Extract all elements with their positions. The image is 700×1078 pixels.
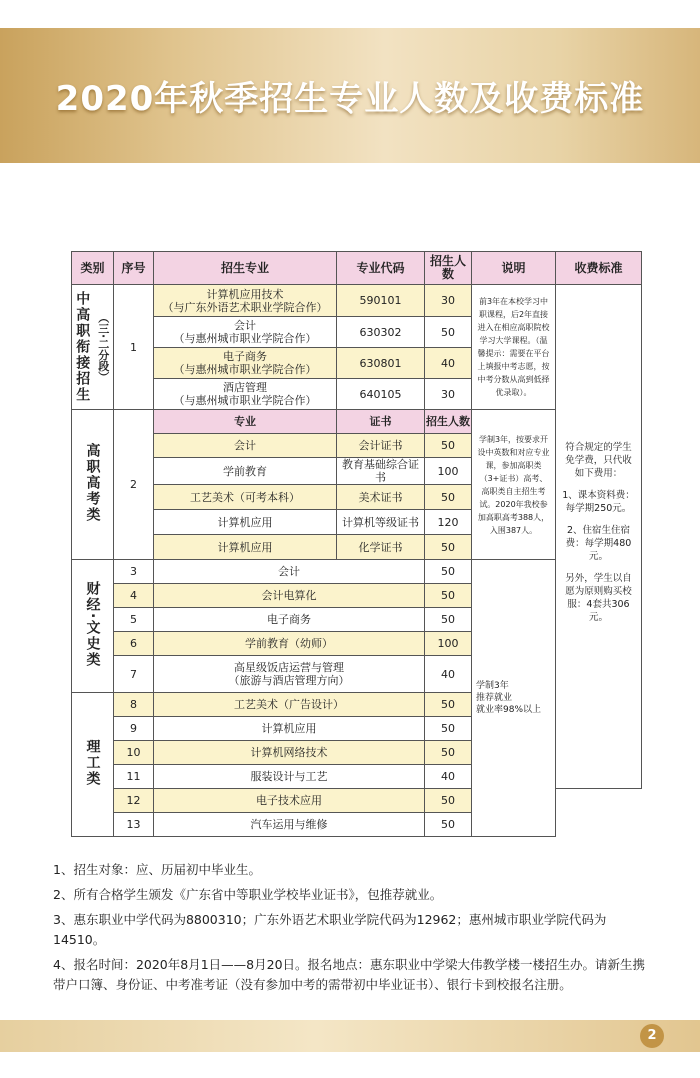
- description-cell: 学制3年，按要求开设中英数和对应专业课，参加高职类（3+证书）高考、高职类自主招生考试。2020年我校参加高职高考388人，入围387人。: [472, 410, 556, 560]
- major-cell: 学前教育（幼师）: [154, 632, 425, 656]
- major-cell: 会计 （与惠州城市职业学院合作）: [154, 317, 337, 348]
- major-cell: 电子技术应用: [154, 789, 425, 813]
- header-count: 招生人数: [425, 252, 472, 285]
- seq-cell: 13: [114, 813, 154, 837]
- major-cell: 高星级饭店运营与管理 （旅游与酒店管理方向）: [154, 656, 425, 693]
- description-cell: 前3年在本校学习中职课程，后2年直接进入在相应高职院校学习大学课程。（温馨提示：需要在平台上填报中考志愿，按中考分数从高到低择优录取）。: [472, 285, 556, 410]
- table-row: [72, 813, 642, 837]
- subheader-count: 招生人数: [425, 410, 472, 434]
- count-cell: 50: [425, 535, 472, 560]
- major-cell: 会计: [154, 560, 425, 584]
- note-item: 3、惠东职业中学代码为8800310；广东外语艺术职业学院代码为12962；惠州城市职业学院代码为14510。: [53, 912, 607, 947]
- subheader-major: 专业: [154, 410, 337, 434]
- header-category: 类别: [72, 252, 114, 285]
- seq-cell: 12: [114, 789, 154, 813]
- table-row: [72, 789, 642, 813]
- category-cell: [72, 560, 114, 693]
- category-label: 理工类: [84, 739, 101, 787]
- count-cell: 30: [425, 379, 472, 410]
- category-sublabel: （三·二分段）: [96, 311, 110, 383]
- header-major: 招生专业: [154, 252, 337, 285]
- enrollment-notes: [53, 860, 653, 1000]
- code-cell: 630302: [337, 317, 425, 348]
- seq-cell: 7: [114, 656, 154, 693]
- seq-cell: 9: [114, 717, 154, 741]
- seq-cell: 6: [114, 632, 154, 656]
- major-cell: 工艺美术（广告设计）: [154, 693, 425, 717]
- category-label: 高职高考类: [84, 443, 101, 523]
- seq-cell: 11: [114, 765, 154, 789]
- count-cell: 50: [425, 434, 472, 458]
- seq-cell: 1: [114, 285, 154, 410]
- count-cell: 40: [425, 765, 472, 789]
- count-cell: 40: [425, 656, 472, 693]
- header-seq: 序号: [114, 252, 154, 285]
- enrollment-fee-table: [71, 251, 642, 837]
- major-cell: 计算机网络技术: [154, 741, 425, 765]
- code-cell: 590101: [337, 285, 425, 317]
- subheader-cert: 证书: [337, 410, 425, 434]
- major-cell: 汽车运用与维修: [154, 813, 425, 837]
- category-cell: [72, 410, 114, 560]
- table-row: [72, 285, 642, 317]
- page-title: 2020年秋季招生专业人数及收费标准: [55, 79, 645, 119]
- description-cell: 学制3年 推荐就业 就业率98%以上: [472, 560, 556, 837]
- major-cell: 计算机应用: [154, 510, 337, 535]
- count-cell: 40: [425, 348, 472, 379]
- title-banner: [0, 28, 700, 163]
- count-cell: 120: [425, 510, 472, 535]
- major-cell: 电子商务 （与惠州城市职业学院合作）: [154, 348, 337, 379]
- count-cell: 50: [425, 608, 472, 632]
- category-cell: [72, 693, 114, 837]
- major-cell: 酒店管理 （与惠州城市职业学院合作）: [154, 379, 337, 410]
- seq-cell: 2: [114, 410, 154, 560]
- category-label: 中高职衔接招生: [74, 291, 91, 403]
- cert-cell: 会计证书: [337, 434, 425, 458]
- count-cell: 50: [425, 813, 472, 837]
- cert-cell: 教育基础综合证书: [337, 458, 425, 485]
- table-header-row: [72, 252, 642, 285]
- count-cell: 50: [425, 560, 472, 584]
- major-cell: 计算机应用: [154, 717, 425, 741]
- count-cell: 100: [425, 458, 472, 485]
- major-cell: 计算机应用技术 （与广东外语艺术职业学院合作）: [154, 285, 337, 317]
- count-cell: 100: [425, 632, 472, 656]
- category-label: 财经·文史类: [84, 580, 101, 669]
- seq-cell: 8: [114, 693, 154, 717]
- seq-cell: 3: [114, 560, 154, 584]
- count-cell: 50: [425, 717, 472, 741]
- major-cell: 学前教育: [154, 458, 337, 485]
- code-cell: 640105: [337, 379, 425, 410]
- count-cell: 50: [425, 693, 472, 717]
- count-cell: 30: [425, 285, 472, 317]
- major-cell: 服装设计与工艺: [154, 765, 425, 789]
- major-cell: 工艺美术（可考本科）: [154, 485, 337, 510]
- count-cell: 50: [425, 584, 472, 608]
- seq-cell: 5: [114, 608, 154, 632]
- count-cell: 50: [425, 789, 472, 813]
- seq-cell: 10: [114, 741, 154, 765]
- header-desc: 说明: [472, 252, 556, 285]
- note-item: 1、招生对象：应、历届初中毕业生。: [53, 862, 261, 877]
- major-cell: 会计电算化: [154, 584, 425, 608]
- note-item: 4、报名时间：2020年8月1日——8月20日。报名地点：惠东职业中学梁大伟教学楼一楼招生办。请新生携带户口簿、身份证、中考准考证（没有参加中考的需带初中毕业证书）、银行卡到校报名注册。: [53, 957, 646, 992]
- cert-cell: 计算机等级证书: [337, 510, 425, 535]
- cert-cell: 美术证书: [337, 485, 425, 510]
- code-cell: 630801: [337, 348, 425, 379]
- footer-bar: [0, 1020, 700, 1052]
- note-item: 2、所有合格学生颁发《广东省中等职业学校毕业证书》，包推荐就业。: [53, 887, 443, 902]
- major-cell: 电子商务: [154, 608, 425, 632]
- major-cell: 会计: [154, 434, 337, 458]
- seq-cell: 4: [114, 584, 154, 608]
- count-cell: 50: [425, 317, 472, 348]
- page-number: 2: [640, 1024, 664, 1048]
- count-cell: 50: [425, 485, 472, 510]
- count-cell: 50: [425, 741, 472, 765]
- category-cell: [72, 285, 114, 410]
- major-cell: 计算机应用: [154, 535, 337, 560]
- cert-cell: 化学证书: [337, 535, 425, 560]
- header-fee: 收费标准: [556, 252, 642, 285]
- header-code: 专业代码: [337, 252, 425, 285]
- fee-standard-cell: 符合规定的学生免学费，只代收如下费用： 1、课本资料费：每学期250元。 2、住宿生住宿费：每学期480元。 另外，学生以自愿为原则购买校服：4套共306元。: [556, 285, 642, 789]
